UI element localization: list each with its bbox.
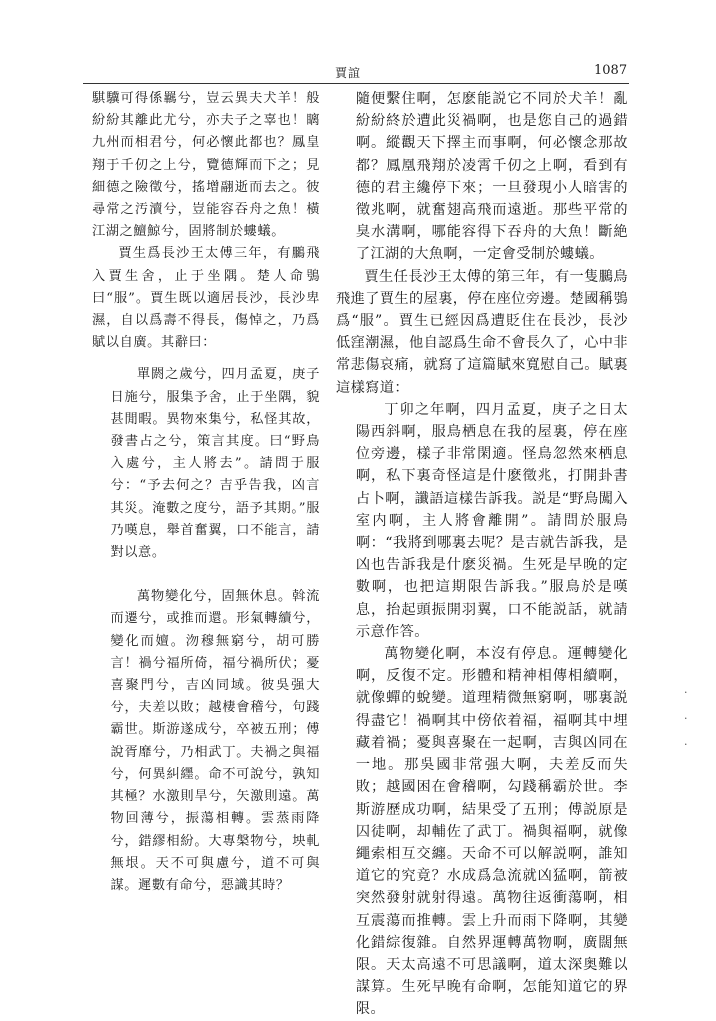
translation-paragraph: 隨便繫住啊，怎麽能説它不同於犬羊！亂紛紛終於遭此災禍啊，也是您自己的過錯啊。縱觀天下擇主而事啊，何必懷念那故都？鳳凰飛翔於凌霄千仞之上啊，看到有德的君主纔停下來；一旦發現小人暗害的徵兆啊，就奮翅高飛而遠逝。那些平常的臭水溝啊，哪能容得下吞舟的大魚！斷絶了江湖的大魚啊，一定會受制於螻蟻。 [355, 91, 628, 263]
running-title: 賈誼 [335, 66, 362, 80]
margin-marks [684, 680, 688, 758]
margin-dot: · [684, 738, 688, 751]
header-rule [83, 83, 629, 84]
margin-dot: · [684, 712, 688, 725]
left-column-original-text [92, 88, 320, 897]
page-number: 1087 [594, 63, 628, 78]
translation-paragraph: 賈生任長沙王太傅的第三年，有一隻鵩鳥飛進了賈生的屋裏，停在座位旁邊。楚國稱鴞爲“服”。賈生已經因爲遭貶住在長沙，長沙低窪潮濕，他自認爲生命不會長久了，心中非常悲傷哀痛，就寫了這篇賦來寬慰自己。賦裏這樣寫道： [336, 268, 628, 396]
translation-verse: 萬物變化啊，本沒有停息。運轉變化啊，反復不定。形體和精神相傳相續啊，就像蟬的蛻變。道理精微無窮啊，哪裏説得盡它！禍啊其中傍依着福，福啊其中埋藏着禍；憂與喜聚在一起啊，吉與凶同在一地。那吳國非常强大啊，夫差反而失敗；越國困在會稽啊，勾踐稱霸於世。李斯游歷成功啊，結果受了五刑；傅説原是囚徒啊，却輔佐了武丁。禍與福啊，就像繩索相互交纏。天命不可以解説啊，誰知道它的究竟？水成爲急流就凶猛啊，箭被突然發射就射得遠。萬物往返衝蕩啊，相互震蕩而推轉。雲上升而雨下降啊，其變化錯綜復雜。自然界運轉萬物啊，廣闊無限。天太高遠不可思議啊，道太深奥難以謀算。生死早晚有命啊，怎能知道它的界限。 [355, 646, 628, 1018]
margin-dot: · [684, 686, 688, 699]
original-paragraph: 賈生爲長沙王太傅三年，有鵩飛入賈生舍，止于坐隅。楚人命鴞曰“服”。賈生既以適居長沙，長沙卑濕，自以爲壽不得長，傷悼之，乃爲賦以自廣。其辭曰： [92, 246, 320, 351]
original-paragraph: 騏驥可得係羈兮，豈云異夫犬羊！般紛紛其離此尤兮，亦夫子之辜也！瞝九州而相君兮，何必懷此都也？鳳皇翔于千仞之上兮，覽德輝而下之；見細德之險徵兮，搖增翮逝而去之。彼尋常之汚瀆兮，豈能容吞舟之魚！橫江湖之鱣鯨兮，固將制於螻蟻。 [92, 91, 320, 240]
original-verse: 單閼之歲兮，四月孟夏，庚子日施兮，服集予舍，止于坐隅，貌甚閒暇。異物來集兮，私怪其故，發書占之兮，策言其度。曰“野鳥入處兮，主人將去”。請問于服兮：“予去何之？吉乎告我，凶言其災。淹數之度兮，語予其期。”服乃嘆息，舉首奮翼，口不能言，請對以意。 [110, 367, 320, 561]
translation-verse: 丁卯之年啊，四月孟夏，庚子之日太陽西斜啊，服鳥栖息在我的屋裏，停在座位旁邊，樣子非常閑適。怪鳥忽然來栖息啊，私下裏奇怪這是什麽徵兆，打開卦書占卜啊，讖語這樣告訴我。説是“野鳥闖入室内啊，主人將會離開”。請問於服鳥啊：“我將到哪裏去呢？是吉就告訴我，是凶也告訴我是什麽災禍。生死是早晚的定數啊，也把這期限告訴我。”服鳥於是嘆息，抬起頭振開羽翼，口不能説話，就請示意作答。 [355, 401, 628, 640]
original-verse: 萬物變化兮，固無休息。斡流而遷兮，或推而還。形氣轉續兮，變化而嬗。沕穆無窮兮，胡可勝言！禍兮福所倚，福兮禍所伏；憂喜聚門兮，吉凶同域。彼吳强大兮，夫差以敗；越棲會稽兮，句踐霸世。斯游遂成兮，卒被五刑；傅說胥靡兮，乃相武丁。夫禍之與福兮，何異糾纆。命不可說兮，孰知其極？水激則旱兮，矢激則遠。萬物回薄兮，振蕩相轉。雲蒸雨降兮，錯繆相紛。大專槃物兮，坱軋無垠。天不可與慮兮，道不可與謀。遲數有命兮，惡識其時？ [110, 589, 320, 893]
right-column-translation [336, 88, 628, 1021]
